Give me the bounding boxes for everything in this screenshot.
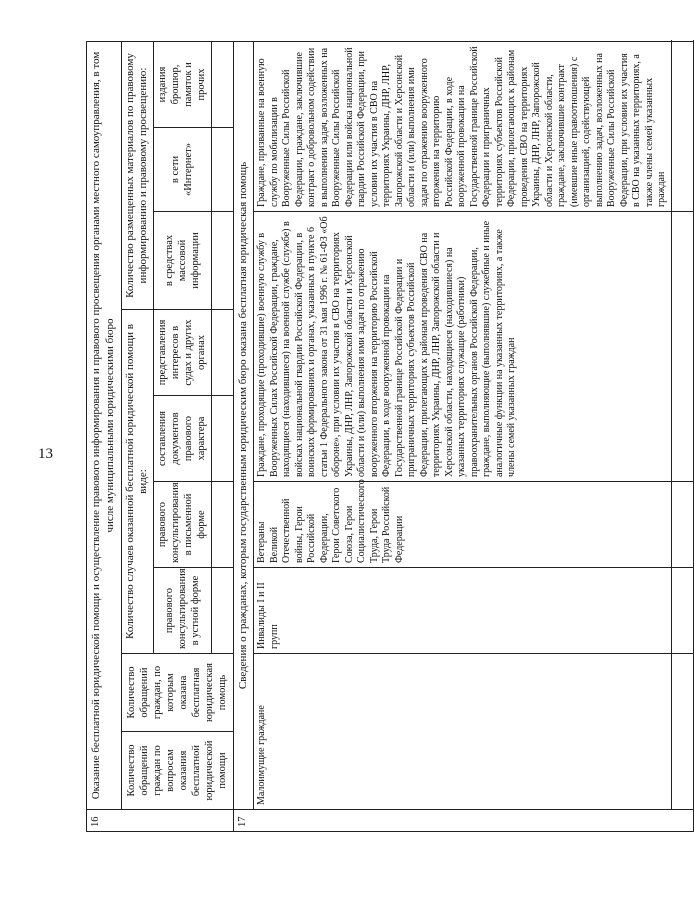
row-16-title bbox=[87, 42, 122, 832]
case-representation: представления интересов в судах и других органах bbox=[154, 310, 212, 396]
category-disabled: Инвалиды I и II групп bbox=[254, 568, 672, 654]
row-16-title-text: Оказание бесплатной юридической помощи и осуществление правового информирования и правового просвещения органами местного самоуправления, в том числе муниципальными юридическими бюро bbox=[87, 42, 122, 810]
row-17-values bbox=[671, 42, 693, 832]
value-cell bbox=[211, 212, 233, 310]
category-mobilized: Граждане, призванные на военную службу по мобилизации в Вооруженные Силы Российской Федерации, граждане, заключившие контракт о добровольном содействии в выполнении задач, возложенных на Вооруженные Силы Российской Федерации или войска национальной гвардии Российской Федерации, при условии их участия в СВО на территориях Украины, ДНР, ЛНР, Запорожской области и Херсонской области и (или) выполнения ими задач по отражению вооруженного вторжения на территорию Российской Федерации, в ходе вооруженной провокации на Государственной границе Российской Федерации и приграничных территориях субъектов Российской Федерации, прилегающих к районам проведения СВО на территориях Украины, ДНР, ЛНР, Запорожской области и Херсонской области, граждане, заключившие контракт (имевшие иные правоотношения) с организацией, содействующей выполнению задач, возложенных на Вооруженные Силы Российской Федерации, при условии их участия в СВО на указанных территориях, а также члены семей указанных граждан bbox=[254, 42, 672, 212]
value-cell bbox=[211, 310, 233, 396]
row-17-title-text: Сведения о гражданах, которым государственным юридическим бюро оказана бесплатная юридическая помощь bbox=[233, 42, 254, 810]
report-table bbox=[86, 41, 694, 832]
case-documents: составления документов правового характера bbox=[154, 396, 212, 482]
category-low-income: Малоимущие граждане bbox=[254, 654, 672, 810]
rotated-table-sheet bbox=[86, 42, 668, 832]
value-cell bbox=[671, 654, 693, 810]
material-media: в средствах массовой информации bbox=[154, 212, 212, 310]
value-cell bbox=[671, 212, 693, 482]
value-cell bbox=[211, 568, 233, 654]
row-17-categories bbox=[254, 42, 672, 832]
material-internet: в сети «Интернет» bbox=[154, 128, 212, 212]
material-brochures: издания брошюр, памяток и прочих bbox=[154, 42, 212, 128]
value-cell bbox=[211, 396, 233, 482]
row-17-title bbox=[233, 42, 254, 832]
page-number: 13 bbox=[38, 446, 53, 462]
category-veterans: Ветераны Великой Отечественной войны, Герои Российской Федерации, Герои Советского Союза, Герои Социалистического Труда, Герои Труда Российской Федерации bbox=[254, 482, 672, 568]
col-materials-header: Количество размещенных материалов по правовому информированию и правовому просвещению: bbox=[121, 42, 154, 310]
value-cell bbox=[671, 42, 693, 212]
value-cell bbox=[211, 128, 233, 212]
value-cell bbox=[211, 42, 233, 128]
case-written: правового консультирования в письменной форме bbox=[154, 482, 212, 568]
row-16-number: 16 bbox=[87, 810, 234, 832]
case-oral: правового консультирования в устной форме bbox=[154, 568, 212, 654]
table-rotated-content bbox=[86, 42, 668, 832]
value-cell bbox=[671, 482, 693, 568]
value-cell bbox=[211, 482, 233, 568]
col-requests-header: Количество обращений граждан по вопросам оказания бесплатной юридической помощи bbox=[121, 732, 233, 810]
value-cell bbox=[671, 568, 693, 654]
col-provided-header: Количество обращений граждан, по которым оказана бесплатная юридическая помощь bbox=[121, 654, 233, 732]
col-cases-header: Количество случаев оказанной бесплатной юридической помощи в виде: bbox=[121, 310, 154, 654]
row-16-header bbox=[121, 42, 154, 832]
row-17-number: 17 bbox=[233, 810, 693, 832]
category-servicemen: Граждане, проходящие (проходившие) военную службу в Вооруженных Силах Российской Федерации, граждане, находящиеся (находившиеся) на военной службе (службе) в войсках национальной гвардии Российской Федерации, в воинских формированиях и органах, указанных в пункте 6 статьи 1 Федерального закона от 31 мая 1996 г. № 61-ФЗ «Об обороне», при условии их участия в СВО на территориях Украины, ДНР, ЛНР, Запорожской области и Херсонской области и (или) выполнения ими задач по отражению вооруженного вторжения на территорию Российской Федерации, в ходе вооруженной провокации на Государственной границе Российской Федерации и приграничных территориях субъектов Российской Федерации, прилегающих к районам проведения СВО на территориях Украины, ДНР, ЛНР, Запорожской области и Херсонской области, находящиеся (находившиеся) на указанных территориях служащие (работники) правоохранительных органов Российской Федерации, граждане, выполняющие (выполнявшие) служебные и иные аналогичные функции на указанных территориях, а также члены семей указанных граждан bbox=[254, 212, 672, 482]
